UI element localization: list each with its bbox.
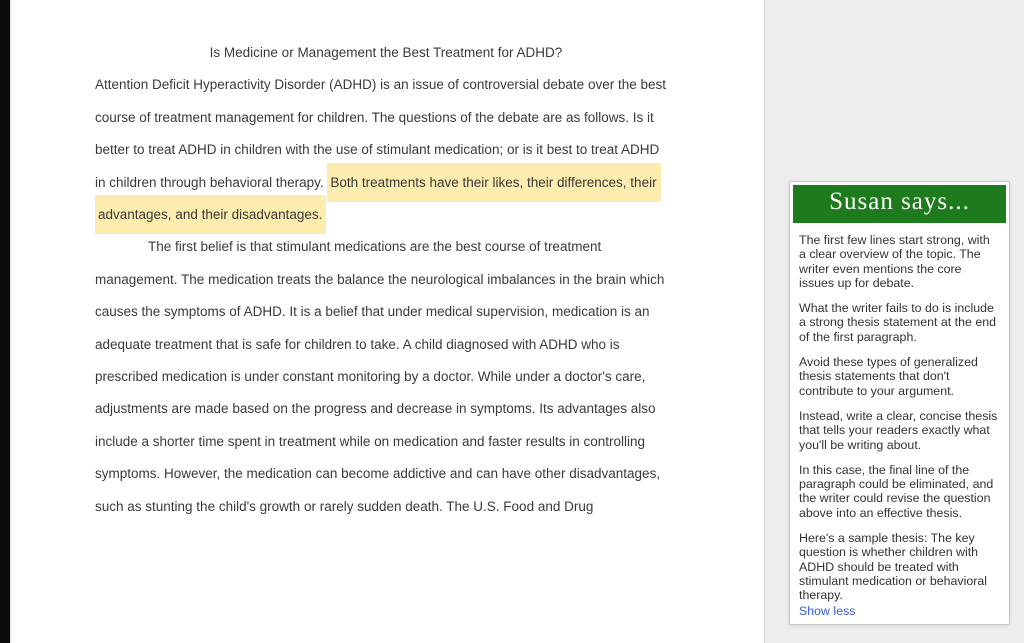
- highlighted-text[interactable]: advantages, and their disadvantages.: [95, 195, 326, 234]
- feedback-paragraphs: [799, 233, 1000, 603]
- essay-text: causes the symptoms of ADHD. It is a belief that under medical supervision, medication is an: [95, 304, 650, 320]
- essay-lines: [95, 69, 677, 523]
- essay-text: include a shorter time spent in treatment while on medication and faster results in controlling: [95, 433, 646, 449]
- feedback-paragraph: Here's a sample thesis: The key question is whether children with ADHD should be treated with stimulant medication or behavioral therapy.: [799, 531, 988, 603]
- essay-line: [95, 264, 677, 296]
- essay-line: [95, 134, 677, 166]
- essay-text: Attention Deficit Hyperactivity Disorder (ADHD) is an issue of controversial debate over the best: [95, 77, 666, 93]
- essay-line: [95, 491, 677, 523]
- document-page: [10, 0, 765, 643]
- feedback-panel: [789, 181, 1010, 625]
- essay-line: [95, 296, 677, 328]
- essay-line: [95, 361, 677, 393]
- essay-line: [95, 458, 677, 490]
- feedback-paragraph: Avoid these types of generalized thesis statements that don't contribute to your argument.: [799, 355, 978, 398]
- feedback-paragraph: In this case, the final line of the paragraph could be eliminated, and the writer could revise the question above into an effective thesis.: [799, 462, 994, 520]
- highlighted-text[interactable]: Both treatments have their likes, their differences, their: [327, 163, 660, 202]
- window-left-edge: [0, 0, 10, 643]
- essay-text: symptoms. However, the medication can become addictive and can have other disadvantages,: [95, 466, 661, 482]
- essay-line: [95, 102, 677, 134]
- feedback-panel-body: [790, 226, 1009, 624]
- feedback-paragraph: The first few lines start strong, with a clear overview of the topic. The writer even mentions the core issues up for debate.: [799, 233, 990, 290]
- feedback-paragraph: Instead, write a clear, concise thesis that tells your readers exactly what you'll be writing about.: [799, 408, 998, 452]
- essay-line: [95, 69, 677, 101]
- essay-text: The first belief is that stimulant medications are the best course of treatment: [148, 239, 602, 255]
- essay-text: such as stunting the child's growth or rarely sudden death. The U.S. Food and Drug: [95, 498, 594, 514]
- essay-line: [95, 199, 677, 231]
- essay-line: [95, 329, 677, 361]
- essay-line: [95, 393, 677, 425]
- essay-body: [95, 37, 677, 523]
- essay-text: course of treatment management for children. The questions of the debate are as follows. Is it: [95, 109, 654, 125]
- essay-text: management. The medication treats the balance the neurological imbalances in the brain which: [95, 271, 665, 287]
- essay-text: in children through behavioral therapy.: [95, 174, 328, 190]
- show-less-link[interactable]: Show less: [799, 603, 856, 618]
- feedback-paragraph: What the writer fails to do is include a strong thesis statement at the end of the first paragraph.: [799, 301, 996, 344]
- essay-text: prescribed medication is under constant monitoring by a doctor. While under a doctor's care,: [95, 369, 646, 385]
- essay-text: adequate treatment that is safe for children to take. A child diagnosed with ADHD who is: [95, 336, 620, 352]
- essay-line: [95, 426, 677, 458]
- feedback-panel-header: Susan says...: [793, 185, 1006, 223]
- essay-text: adjustments are made based on the progress and decrease in symptoms. Its advantages also: [95, 401, 656, 417]
- essay-text: better to treat ADHD in children with the use of stimulant medication; or is it best to treat ADHD: [95, 142, 660, 158]
- essay-title: Is Medicine or Management the Best Treatment for ADHD?: [209, 45, 563, 60]
- essay-line: [95, 231, 677, 263]
